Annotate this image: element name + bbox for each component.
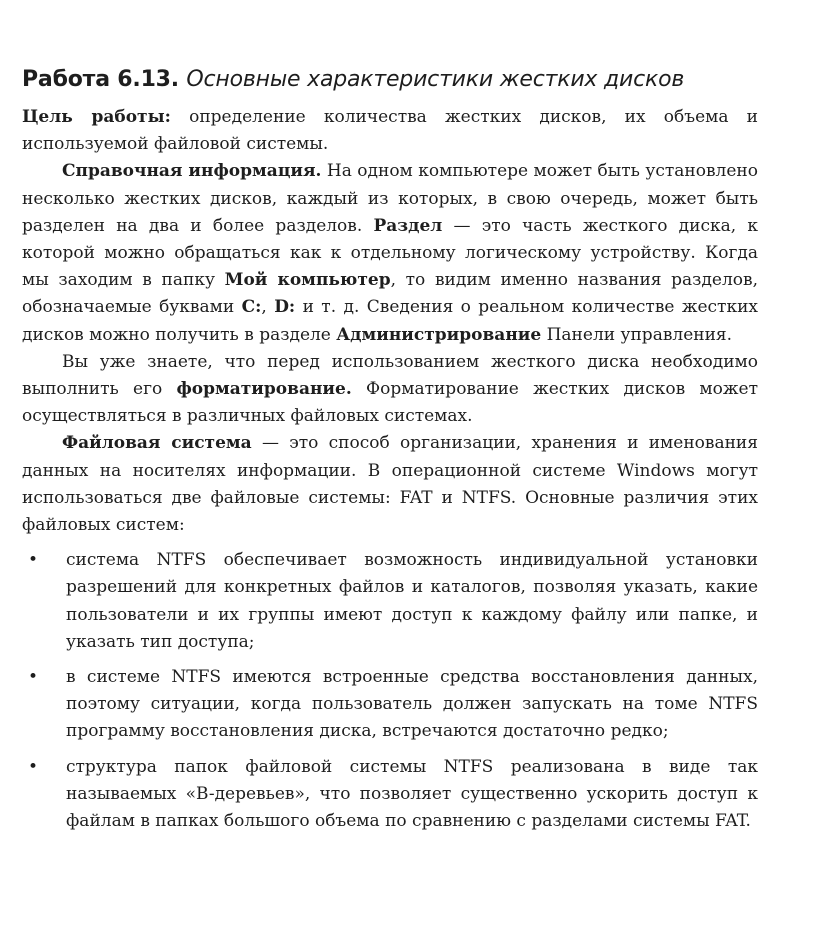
term-drive-d: D: xyxy=(274,297,296,318)
bullet-icon: • xyxy=(28,550,39,571)
bullet-icon: • xyxy=(28,756,39,777)
term-drive-c: C: xyxy=(241,297,262,318)
term-partition: Раздел xyxy=(373,215,443,236)
reference-paragraph xyxy=(22,158,758,348)
term-formatting: форматирование. xyxy=(176,379,352,400)
list-item xyxy=(22,547,758,656)
list-item-text: система NTFS обеспечивает возможность индивидуальной установки разрешений для конкретных файлов и каталогов, позволяя указать, какие пользователи и их группы имеют доступ к каждому файлу или папке, и указать тип доступа; xyxy=(66,550,758,652)
formatting-text-1: Вы уже знаете, что перед использованием жесткого диска необходимо выполнить его xyxy=(22,351,758,400)
differences-list xyxy=(22,547,758,835)
section-heading xyxy=(22,66,758,94)
bullet-icon: • xyxy=(28,667,39,688)
term-my-computer: Мой компьютер xyxy=(224,270,391,291)
heading-title: Основные характеристики жестких дисков xyxy=(186,67,685,92)
goal-label: Цель работы: xyxy=(22,107,171,127)
reference-text-3: , то видим именно названия разделов, обозначаемые буквами xyxy=(22,270,758,318)
list-item-text: в системе NTFS имеются встроенные средства восстановления данных, поэтому ситуации, когда пользователь должен запускать на томе NTFS программу восстановления диска, встречаются достаточно редко; xyxy=(66,667,758,742)
reference-text-6: Панели управления. xyxy=(541,324,733,345)
reference-text-5: и т. д. Сведения о реальном количестве жестких дисков можно получить в разделе xyxy=(22,297,759,345)
filesystem-paragraph xyxy=(22,430,758,539)
filesystem-text: — это способ организации, хранения и именования данных на носителях информации. В операционной системе Windows могут использоваться две файловые системы: FAT и NTFS. Основные различия этих файловых систем: xyxy=(22,433,758,536)
goal-paragraph xyxy=(22,104,758,158)
list-item-text: структура папок файловой системы NTFS реализована в виде так называемых «B-деревьев», что позволяет существенно ускорить доступ к файлам в папках большого объема по сравнению с разделами системы FAT. xyxy=(66,756,758,832)
reference-text-4: , xyxy=(261,297,275,318)
goal-text: определение количества жестких дисков, их объема и используемой файловой системы. xyxy=(22,107,759,155)
document-page xyxy=(22,66,758,835)
reference-text-1: На одном компьютере может быть установлено несколько жестких дисков, каждый из которых, в свою очередь, может быть разделен на два и более разделов. xyxy=(22,161,758,236)
term-filesystem: Файловая система xyxy=(62,433,252,454)
formatting-text-2: Форматирование жестких дисков может осуществляться в различных файловых системах. xyxy=(22,379,758,427)
list-item xyxy=(22,664,758,746)
formatting-paragraph xyxy=(22,349,758,431)
reference-text-2: — это часть жесткого диска, к которой можно обращаться как к отдельному логическому устройству. Когда мы заходим в папку xyxy=(22,215,758,291)
heading-number: Работа 6.13. xyxy=(22,67,179,92)
term-administration: Администрирование xyxy=(336,324,542,345)
list-item xyxy=(22,754,758,836)
reference-label: Справочная информация. xyxy=(62,161,322,182)
